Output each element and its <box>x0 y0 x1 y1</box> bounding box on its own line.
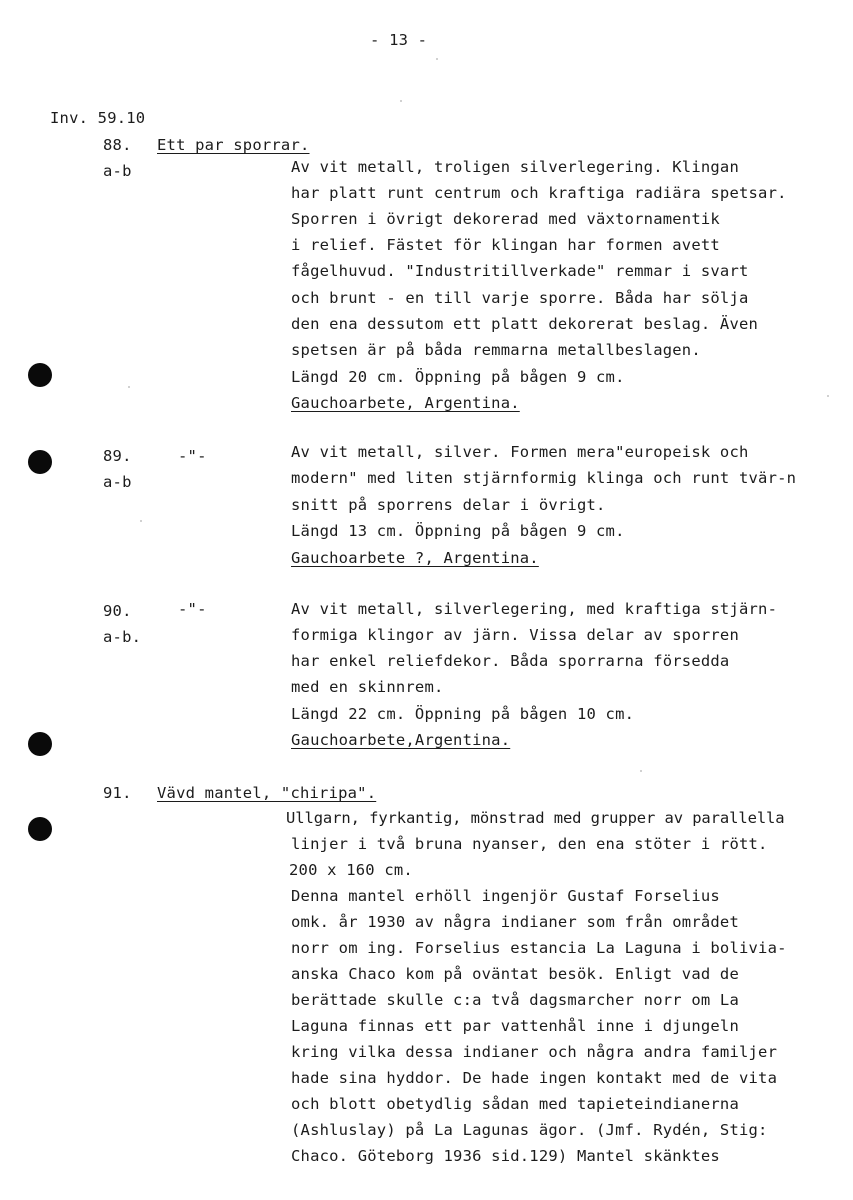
entry-line: Laguna finnas ett par vattenhål inne i djungeln <box>291 1017 739 1035</box>
entry-line: hade sina hyddor. De hade ingen kontakt med de vita <box>291 1069 778 1087</box>
entry-number: 88. <box>103 136 132 154</box>
entry-line: (Ashluslay) på La Lagunas ägor. (Jmf. Rydén, Stig: <box>291 1121 768 1139</box>
entry-line: den ena dessutom ett platt dekorerat beslag. Även <box>291 315 759 333</box>
entry-line: har enkel reliefdekor. Båda sporrarna försedda <box>291 652 730 670</box>
entry-line: Sporren i övrigt dekorerad med växtornamentik <box>291 210 720 228</box>
entry-sub-label: a-b. <box>103 628 142 646</box>
entry-origin: Gauchoarbete,Argentina. <box>291 731 511 749</box>
entry-line: Längd 13 cm. Öppning på bågen 9 cm. <box>291 522 625 540</box>
scan-speck <box>140 520 142 522</box>
entry-number: 91. <box>103 784 132 802</box>
entry-origin: Gauchoarbete ?, Argentina. <box>291 549 539 567</box>
entry-line: spetsen är på båda remmarna metallbeslagen. <box>291 341 701 359</box>
entry-line: formiga klingor av järn. Vissa delar av sporren <box>291 626 739 644</box>
entry-sub-label: a-b <box>103 473 132 491</box>
entry-line: 200 x 160 cm. <box>289 861 413 879</box>
entry-line: och blott obetydlig sådan med tapieteindianerna <box>291 1095 739 1113</box>
entry-line: Ullgarn, fyrkantig, mönstrad med grupper av parallella <box>286 809 785 827</box>
entry-line: kring vilka dessa indianer och några andra familjer <box>291 1043 778 1061</box>
entry-origin: Gauchoarbete, Argentina. <box>291 394 520 412</box>
entry-line: Av vit metall, silver. Formen mera"europeisk och <box>291 443 749 461</box>
entry-line: fågelhuvud. "Industritillverkade" remmar i svart <box>291 262 749 280</box>
entry-line: omk. år 1930 av några indianer som från området <box>291 913 739 931</box>
punch-hole <box>28 363 52 387</box>
punch-hole <box>28 732 52 756</box>
entry-line: Av vit metall, silverlegering, med kraftiga stjärn- <box>291 600 778 618</box>
entry-line: med en skinnrem. <box>291 678 444 696</box>
entry-line: Denna mantel erhöll ingenjör Gustaf Forselius <box>291 887 720 905</box>
entry-line: snitt på sporrens delar i övrigt. <box>291 496 606 514</box>
entry-line: Av vit metall, troligen silverlegering. Klingan <box>291 158 739 176</box>
entry-line: i relief. Fästet för klingan har formen avett <box>291 236 720 254</box>
scan-speck <box>128 386 130 388</box>
entry-line: modern" med liten stjärnformig klinga och runt tvär-n <box>291 469 797 487</box>
entry-number: 89. <box>103 447 132 465</box>
ditto-mark: -"- <box>178 447 207 465</box>
entry-line: Längd 22 cm. Öppning på bågen 10 cm. <box>291 705 635 723</box>
ditto-mark: -"- <box>178 600 207 618</box>
scan-speck <box>640 770 642 772</box>
punch-hole <box>28 817 52 841</box>
entry-line: norr om ing. Forselius estancia La Laguna i bolivia- <box>291 939 787 957</box>
scan-speck <box>436 58 438 60</box>
entry-title: Vävd mantel, "chiripa". <box>157 784 377 802</box>
entry-number: 90. <box>103 602 132 620</box>
scan-speck <box>400 100 402 102</box>
entry-line: Chaco. Göteborg 1936 sid.129) Mantel skänktes <box>291 1147 720 1165</box>
entry-sub-label: a-b <box>103 162 132 180</box>
entry-line: anska Chaco kom på oväntat besök. Enligt vad de <box>291 965 739 983</box>
entry-line: linjer i två bruna nyanser, den ena stöter i rött. <box>291 835 768 853</box>
entry-line: Längd 20 cm. Öppning på bågen 9 cm. <box>291 368 625 386</box>
entry-title: Ett par sporrar. <box>157 136 310 154</box>
scan-speck <box>827 395 829 397</box>
punch-hole <box>28 450 52 474</box>
page-number: - 13 - <box>370 31 428 49</box>
entry-line: och brunt - en till varje sporre. Båda har sölja <box>291 289 749 307</box>
entry-line: har platt runt centrum och kraftiga radiära spetsar. <box>291 184 787 202</box>
inventory-number: Inv. 59.10 <box>50 109 146 127</box>
entry-line: berättade skulle c:a två dagsmarcher norr om La <box>291 991 739 1009</box>
